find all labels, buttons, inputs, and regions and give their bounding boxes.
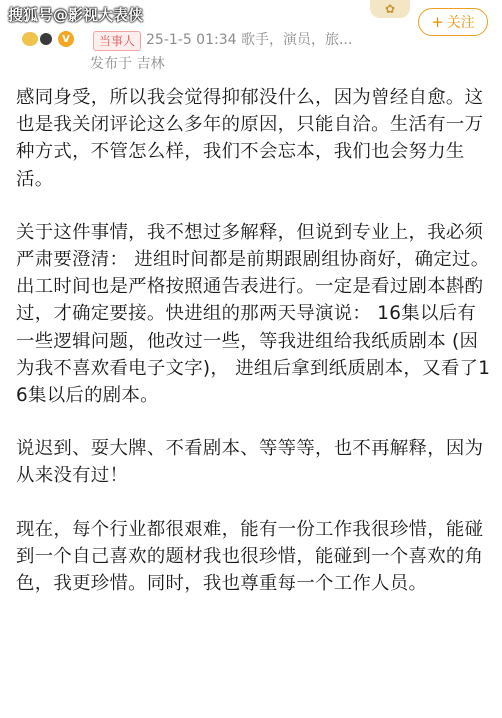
post-paragraph: 说迟到、耍大牌、不看剧本、等等等，也不再解释，因为从来没有过！ bbox=[16, 438, 484, 487]
post-location: 发布于 吉林 bbox=[90, 56, 165, 72]
post-paragraph: 现在，每个行业都很艰难，能有一份工作我很珍惜，能碰到一个自己喜欢的题材我也很珍惜，能碰到一个喜欢的角色，我更珍惜。同时，我也尊重每一个工作人员。 bbox=[16, 518, 484, 595]
plus-icon: + bbox=[431, 13, 444, 31]
avatar-emoji-icon bbox=[22, 32, 38, 46]
post-body bbox=[16, 84, 492, 623]
post-header bbox=[0, 0, 502, 78]
post-timestamp-profession: 25-1-5 01:34 歌手，演员，旅... bbox=[146, 32, 353, 48]
status-badge: 当事人 bbox=[93, 31, 141, 51]
verified-icon: V bbox=[58, 31, 74, 47]
decoration-icon: ✿ bbox=[370, 0, 410, 18]
follow-button[interactable] bbox=[418, 8, 488, 36]
avatar[interactable] bbox=[22, 26, 84, 52]
avatar-emoji-icon bbox=[40, 33, 52, 45]
watermark: 搜狐号@影视大表侠 bbox=[8, 6, 144, 24]
post-paragraph: 关于这件事情，我不想过多解释，但说到专业上，我必须严肃要澄清： 进组时间都是前期跟剧组协商好，确定过。出工时间也是严格按照通告表进行。一定是看过剧本斟酌过，才确定要接。快进组的那两天导演说： 16集以后有一些逻辑问题，他改过一些，等我进组给我纸质剧本 (因为我不喜欢看电子文字)， 进组后拿到纸质剧本，又看了16集以后的剧本。 bbox=[16, 221, 491, 407]
post-paragraph: 感同身受，所以我会觉得抑郁没什么，因为曾经自愈。这也是我关闭评论这么多年的原因，只能自洽。生活有一万种方式，不管怎么样，我们不会忘本，我们也会努力生活。 bbox=[16, 87, 484, 190]
follow-button-label: 关注 bbox=[446, 15, 475, 31]
